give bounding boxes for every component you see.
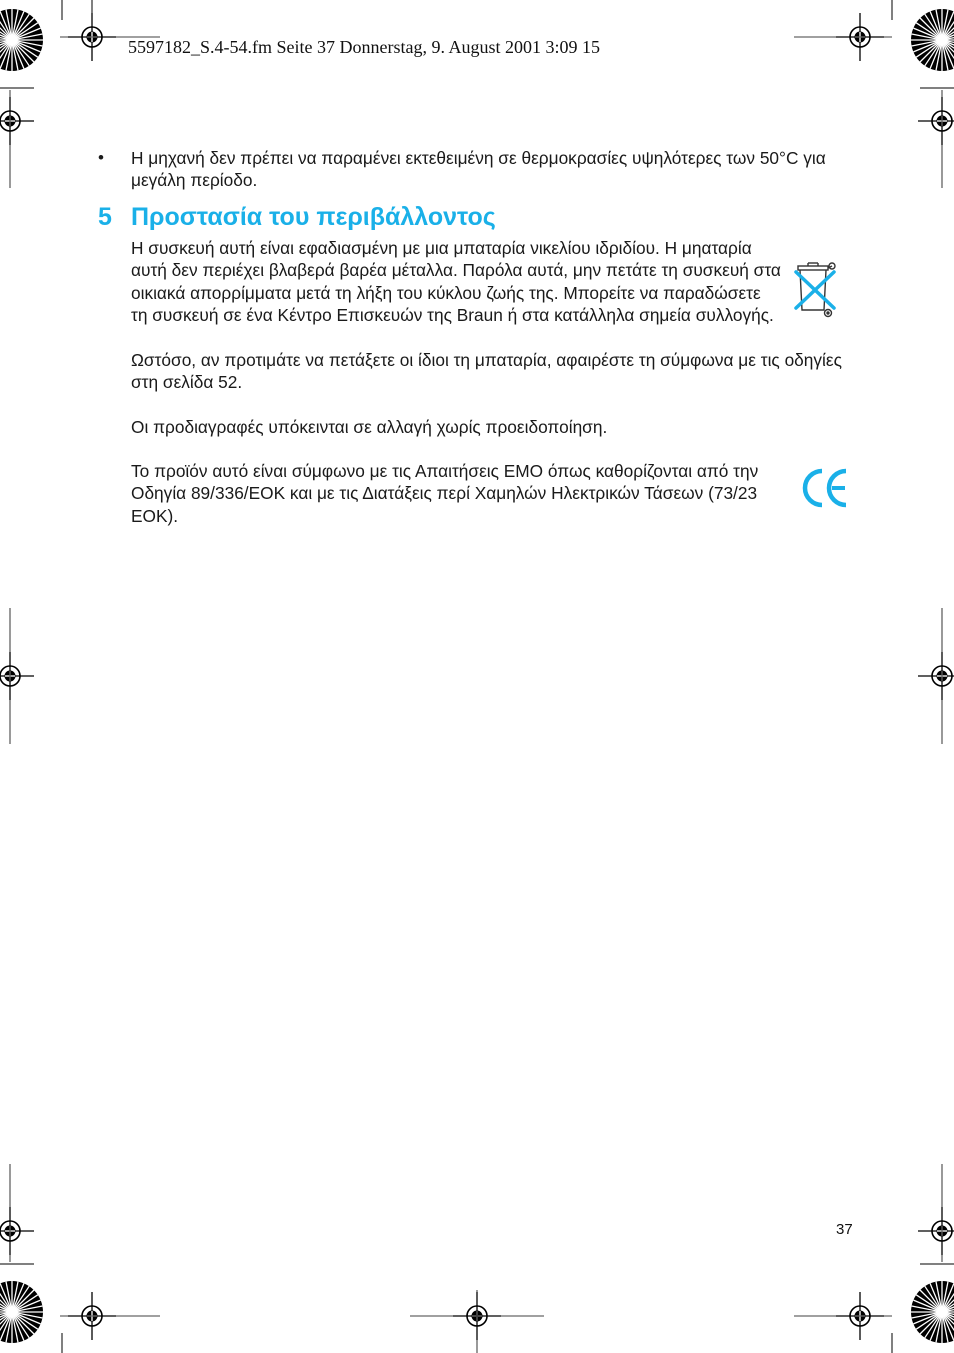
bullet-symbol: • (98, 148, 104, 167)
section-title: Προστασία του περιβάλλοντος (131, 203, 496, 231)
bullet-text: Η μηχανή δεν πρέπει να παραμένει εκτεθειμένη σε θερμοκρασίες υψηλότερες των 50°C για μεγάλη περίοδο. (131, 148, 826, 191)
page-number: 37 (836, 1221, 853, 1238)
print-slug-header: 5597182_S.4-54.fm Seite 37 Donnerstag, 9. August 2001 3:09 15 (128, 37, 600, 57)
paragraph-emc: Το προϊόν αυτό είναι σύμφωνο με τις Απαιτήσεις ΕΜΟ όπως καθορίζονται από την Οδηγία 89/336/ΕΟΚ και με τις Διατάξεις περί Χαμηλών Ηλεκτρικών Τάσεων (73/23 ΕΟΚ). (131, 461, 759, 526)
paragraph-battery: Η συσκευή αυτή είναι εφαδιασμένη με μια μπαταρία νικελίου ιδριδίου. Η μηαταρία αυτή δεν περιέχει βλαβερά βαρέα μέταλλα. Παρόλα αυτά, μην πετάτε τη συσκευή στα οικιακά απορρίμματα μετά τη λήξη του κύκλου ζωής της. Μπορείτε να παραδώσετε τη συσκευή σε ένα Κέντρο Επισκευών της Braun ή στα κατάλληλα σημεία συλλογής. (131, 238, 781, 326)
paragraph-specs: Οι προδιαγραφές υπόκεινται σε αλλαγή χωρίς προειδοποίηση. (131, 417, 608, 437)
paragraph-removal: Ωστόσο, αν προτιμάτε να πετάξετε οι ίδιοι τη μπαταρία, αφαιρέστε τη σύμφωνα με τις οδηγίες στη σελίδα 52. (131, 350, 842, 393)
section-number: 5 (98, 203, 112, 231)
